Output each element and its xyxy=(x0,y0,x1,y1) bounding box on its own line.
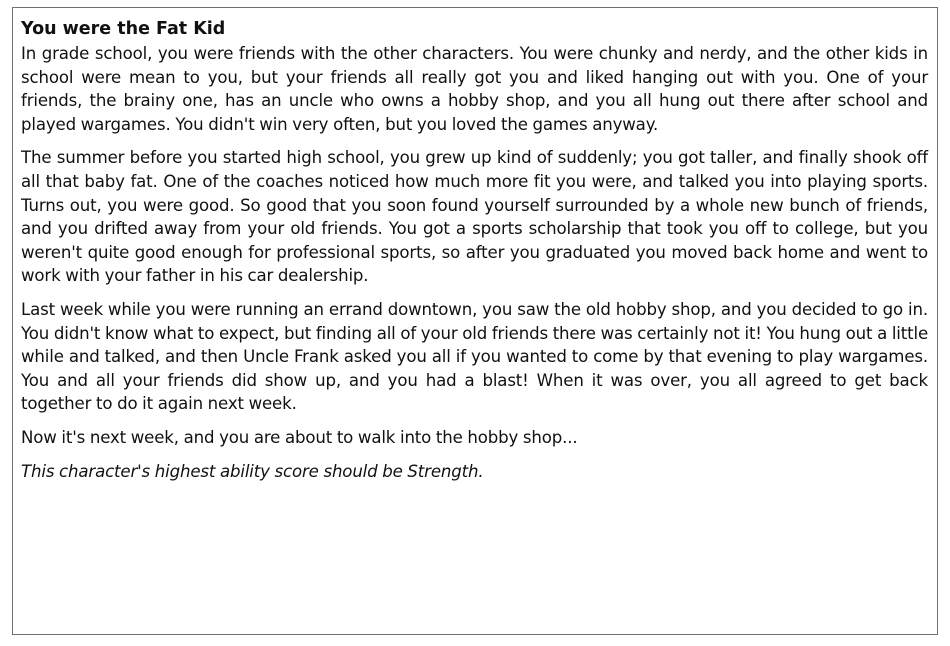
paragraph-grade-school: In grade school, you were friends with the other characters. You were chunky and nerdy, and the other kids in school were mean to you, but your friends all really got you and liked hanging out with you. One of your friends, the brainy one, has an uncle who owns a hobby shop, and you all hung out there after school and played wargames. You didn't win very often, but you loved the games anyway. xyxy=(21,44,928,134)
ability-score-note: This character's highest ability score should be Strength. xyxy=(21,461,484,481)
card-title: You were the Fat Kid xyxy=(21,19,226,39)
paragraph-next-week: Now it's next week, and you are about to walk into the hobby shop... xyxy=(21,427,578,447)
character-card xyxy=(12,7,938,635)
paragraph-high-school: The summer before you started high school, you grew up kind of suddenly; you got taller, and finally shook off all that baby fat. One of the coaches noticed how much more fit you were, and talked you into playing sports. Turns out, you were good. So good that you soon found yourself surrounded by a whole new bunch of friends, and you drifted away from your old friends. You got a sports scholarship that took you off to college, but you weren't quite good enough for professional sports, so after you graduated you moved back home and went to work with your father in his car dealership. xyxy=(21,148,928,286)
paragraph-last-week: Last week while you were running an errand downtown, you saw the old hobby shop, and you decided to go in. You didn't know what to expect, but finding all of your old friends there was certainly not it! You hung out a little while and talked, and then Uncle Frank asked you all if you wanted to come by that evening to play wargames. You and all your friends did show up, and you had a blast! When it was over, you all agreed to get back together to do it again next week. xyxy=(21,299,928,414)
